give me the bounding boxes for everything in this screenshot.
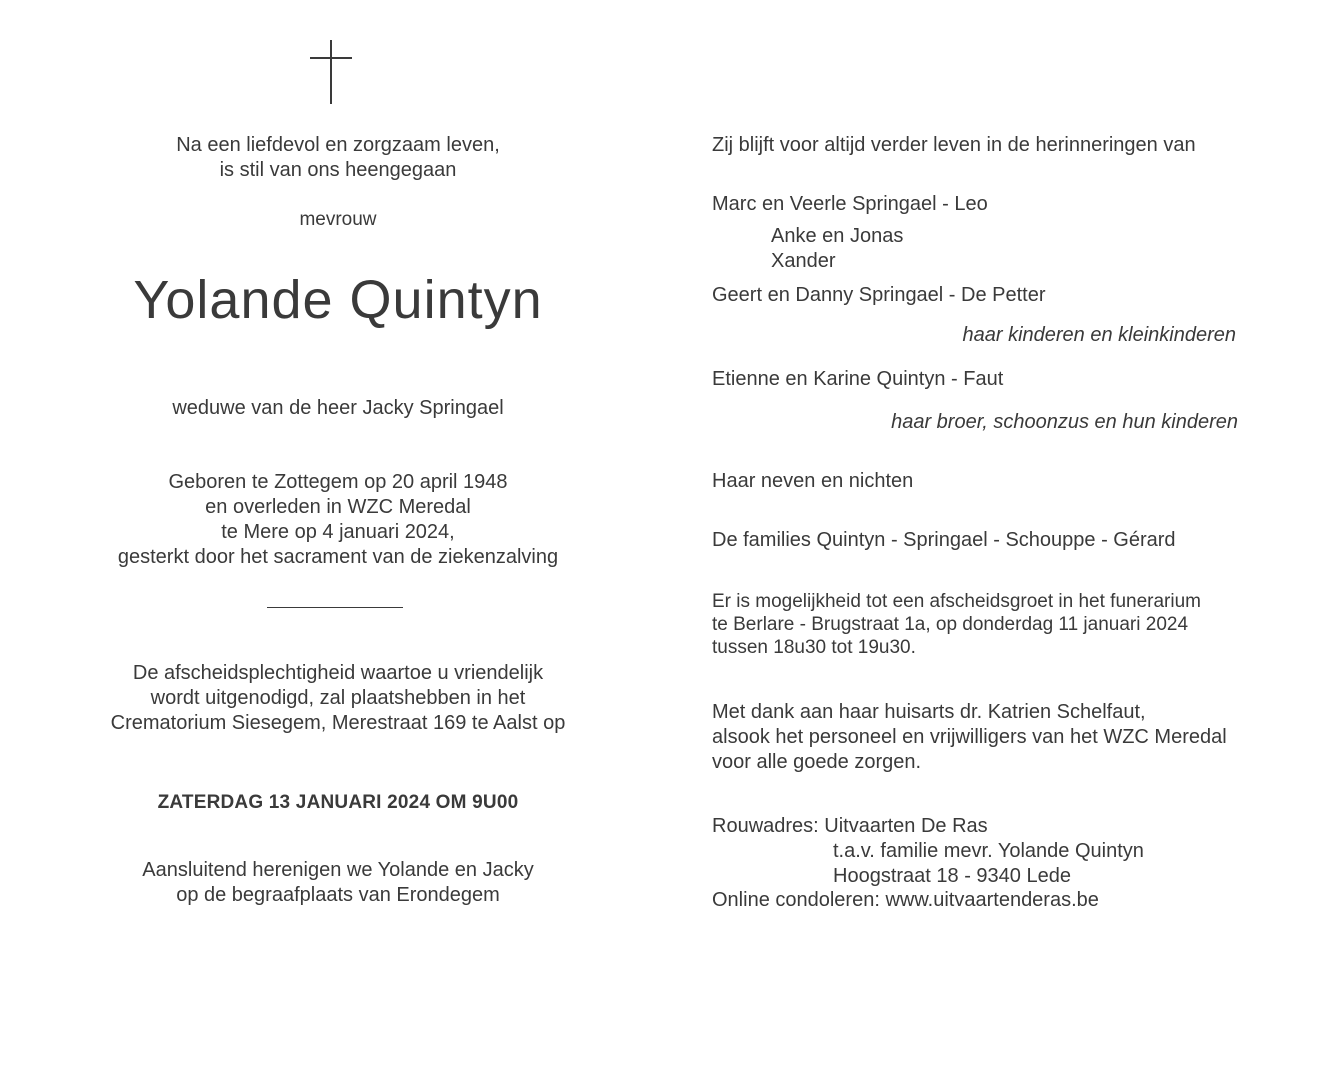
- cross-icon: [310, 40, 352, 104]
- online-condolence: Online condoleren: www.uitvaartenderas.be: [712, 889, 1099, 911]
- address-lines: t.a.v. familie mevr. Yolande Quintyn Hoogstraat 18 - 9340 Lede: [833, 840, 1144, 887]
- deceased-name: Yolande Quintyn: [133, 270, 543, 330]
- thanks-text: Met dank aan haar huisarts dr. Katrien Schelfaut, alsook het personeel en vrijwilligers van het WZC Meredal voor alle goede zorgen.: [712, 701, 1227, 773]
- ceremony-text: De afscheidsplechtigheid waartoe u vriendelijk wordt uitgenodigd, zal plaatshebben in het Crematorium Siesegem, Merestraat 169 te Aalst op: [110, 662, 566, 734]
- families-text: De families Quintyn - Springael - Schouppe - Gérard: [712, 529, 1176, 551]
- children-caption: haar kinderen en kleinkinderen: [962, 324, 1236, 346]
- memory-text: Zij blijft voor altijd verder leven in de herinneringen van: [712, 134, 1196, 156]
- ceremony-date: ZATERDAG 13 JANUARI 2024 OM 9U00: [157, 792, 519, 813]
- intro-text: Na een liefdevol en zorgzaam leven, is stil van ons heengegaan: [176, 134, 500, 181]
- viewing-text: Er is mogelijkheid tot een afscheidsgroet in het funerarium te Berlare - Brugstraat 1a, op donderdag 11 januari 2024 tussen 18u30 tot 19u30.: [712, 591, 1201, 658]
- birth-death-text: Geboren te Zottegem op 20 april 1948 en overleden in WZC Meredal te Mere op 4 januari 2024, gesterkt door het sacrament van de ziekenzalving: [117, 471, 559, 568]
- burial-text: Aansluitend herenigen we Yolande en Jacky op de begraafplaats van Erondegem: [142, 859, 534, 906]
- child-1: Marc en Veerle Springael - Leo: [712, 193, 988, 215]
- address-label: Rouwadres: Uitvaarten De Ras: [712, 815, 988, 837]
- child-2: Geert en Danny Springael - De Petter: [712, 284, 1046, 306]
- nephews-text: Haar neven en nichten: [712, 470, 914, 492]
- brother-caption: haar broer, schoonzus en hun kinderen: [891, 411, 1238, 433]
- brother-text: Etienne en Karine Quintyn - Faut: [712, 368, 1004, 390]
- title-prefix: mevrouw: [299, 209, 377, 230]
- widow-text: weduwe van de heer Jacky Springael: [172, 397, 504, 419]
- divider-line: [267, 607, 403, 608]
- grandchildren: Anke en Jonas Xander: [771, 225, 904, 272]
